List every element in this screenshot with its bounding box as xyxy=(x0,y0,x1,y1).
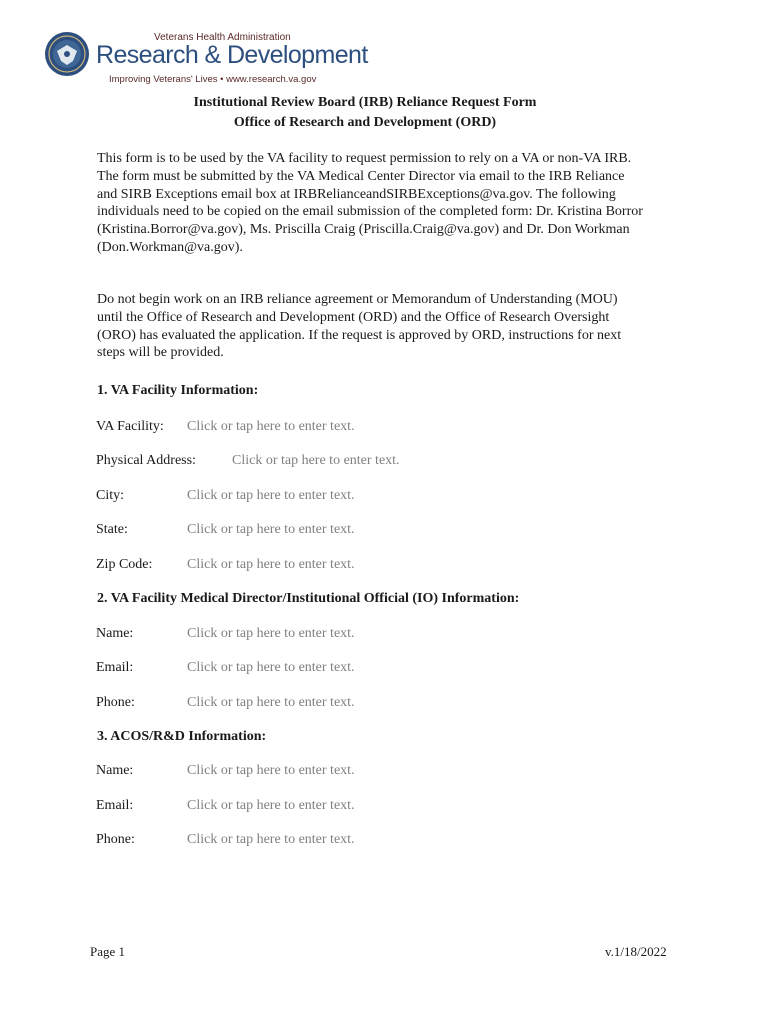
acos-email-label: Email: xyxy=(96,798,134,813)
acos-email-input[interactable]: Click or tap here to enter text. xyxy=(187,798,355,813)
acos-name-label: Name: xyxy=(96,763,134,778)
va-seal-icon xyxy=(44,31,90,77)
version-date: v.1/18/2022 xyxy=(605,944,667,959)
logo-main-text: Research & Development xyxy=(96,41,368,69)
city-input[interactable]: Click or tap here to enter text. xyxy=(187,488,355,503)
io-name-label: Name: xyxy=(96,626,134,641)
state-input[interactable]: Click or tap here to enter text. xyxy=(187,522,355,537)
acos-phone-input[interactable]: Click or tap here to enter text. xyxy=(187,832,355,847)
intro-paragraph-1: This form is to be used by the VA facility to request permission to rely on a VA or non-VA IRB. The form must be submitted by the VA Medical Center Director via email to the IRB Reliance and SIRB Exceptions email box at IRBRelianceandSIRBExceptions@va.gov. The following individuals need to be copied on the email submission of the completed form: Dr. Kristina Borror (Kristina.Borror@va.gov), Ms. Priscilla Craig (Priscilla.Craig@va.gov) and Dr. Don Workman (Don.Workman@va.gov). xyxy=(97,151,643,255)
logo-top-line: Veterans Health Administration xyxy=(154,32,291,43)
section-3-heading: 3. ACOS/R&D Information: xyxy=(97,729,267,744)
form-subtitle: Office of Research and Development (ORD) xyxy=(233,115,497,130)
intro-paragraph-2: Do not begin work on an IRB reliance agreement or Memorandum of Understanding (MOU) until the Office of Research and Development (ORD) and the Office of Research Oversight (ORO) has evaluated the application. If the request is approved by ORD, instructions for next steps will be provided. xyxy=(97,292,622,361)
logo-subtitle: Improving Veterans' Lives • www.research.va.gov xyxy=(109,74,317,85)
form-title: Institutional Review Board (IRB) Reliance Request Form xyxy=(193,95,537,110)
io-phone-label: Phone: xyxy=(96,695,135,710)
io-email-label: Email: xyxy=(96,660,134,675)
acos-phone-label: Phone: xyxy=(96,832,135,847)
io-email-input[interactable]: Click or tap here to enter text. xyxy=(187,660,355,675)
va-research-logo xyxy=(44,29,368,89)
acos-name-input[interactable]: Click or tap here to enter text. xyxy=(187,763,355,778)
va-facility-input[interactable]: Click or tap here to enter text. xyxy=(187,419,355,434)
io-name-input[interactable]: Click or tap here to enter text. xyxy=(187,626,355,641)
section-2-heading: 2. VA Facility Medical Director/Institutional Official (IO) Information: xyxy=(97,591,520,606)
va-facility-label: VA Facility: xyxy=(96,419,164,434)
state-label: State: xyxy=(96,522,128,537)
page-number: Page 1 xyxy=(90,944,126,959)
io-phone-input[interactable]: Click or tap here to enter text. xyxy=(187,695,355,710)
zip-code-label: Zip Code: xyxy=(96,557,153,572)
city-label: City: xyxy=(96,488,125,503)
physical-address-label: Physical Address: xyxy=(96,453,196,468)
zip-code-input[interactable]: Click or tap here to enter text. xyxy=(187,557,355,572)
physical-address-input[interactable]: Click or tap here to enter text. xyxy=(232,453,400,468)
section-1-heading: 1. VA Facility Information: xyxy=(97,383,259,398)
